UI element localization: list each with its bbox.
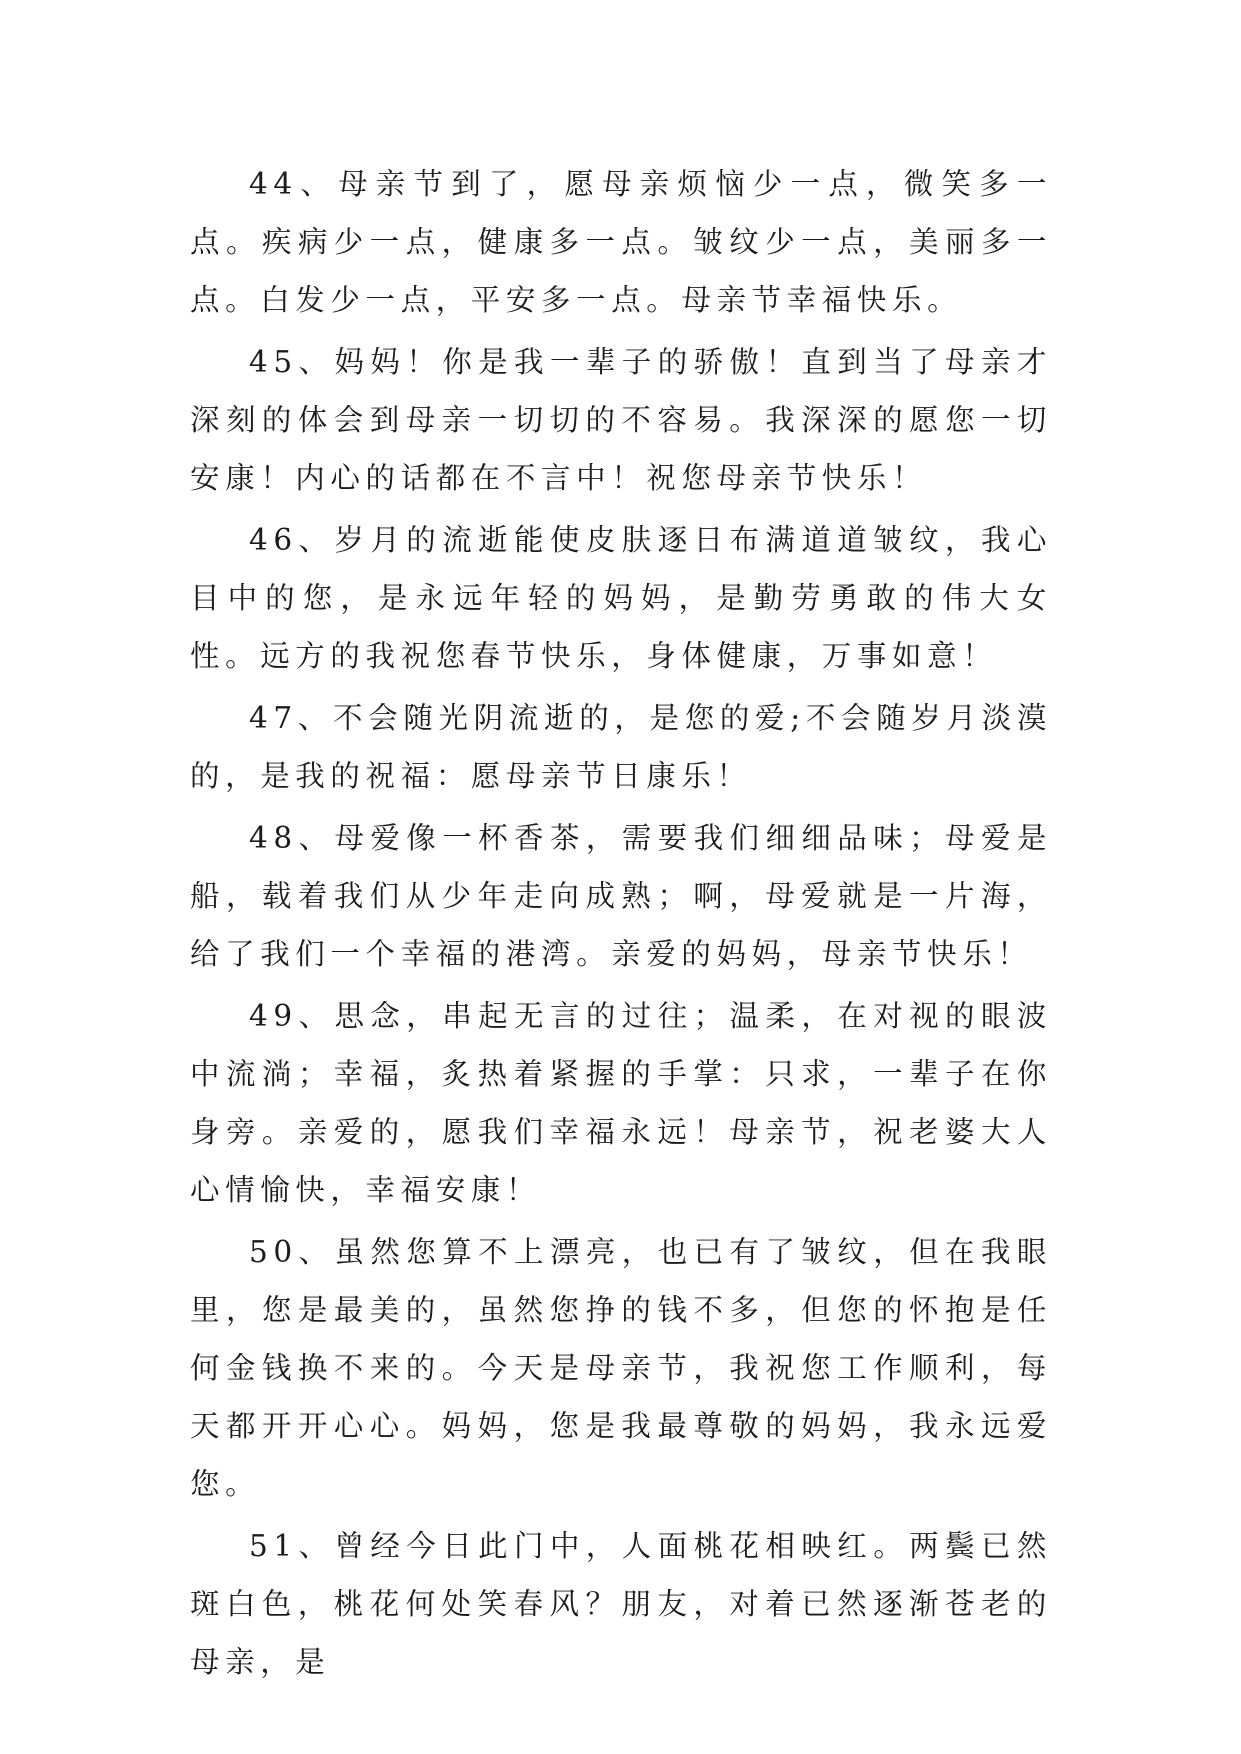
paragraph-47: 47、不会随光阴流逝的，是您的爱;不会随岁月淡漠的，是我的祝福：愿母亲节日康乐！ xyxy=(190,701,1052,793)
paragraph-49: 49、思念，串起无言的过往；温柔，在对视的眼波中流淌；幸福，炙热着紧握的手掌：只求，一辈子在你身旁。亲爱的，愿我们幸福永远！母亲节，祝老婆大人心情愉快，幸福安康！ xyxy=(190,999,1052,1207)
paragraph-51: 51、曾经今日此门中，人面桃花相映红。两鬓已然斑白色，桃花何处笑春风？朋友，对着已然逐渐苍老的母亲，是 xyxy=(190,1529,1052,1679)
document-body xyxy=(190,155,1052,1695)
paragraph-50: 50、虽然您算不上漂亮，也已有了皱纹，但在我眼里，您是最美的，虽然您挣的钱不多，但您的怀抱是任何金钱换不来的。今天是母亲节，我祝您工作顺利，每天都开开心心。妈妈，您是我最尊敬的妈妈，我永远爱您。 xyxy=(190,1235,1052,1501)
paragraph-48: 48、母爱像一杯香茶，需要我们细细品味；母爱是船，载着我们从少年走向成熟；啊，母爱就是一片海，给了我们一个幸福的港湾。亲爱的妈妈，母亲节快乐！ xyxy=(190,821,1052,971)
paragraph-46: 46、岁月的流逝能使皮肤逐日布满道道皱纹，我心目中的您，是永远年轻的妈妈，是勤劳勇敢的伟大女性。远方的我祝您春节快乐，身体健康，万事如意！ xyxy=(190,523,1052,673)
paragraph-44: 44、母亲节到了，愿母亲烦恼少一点，微笑多一点。疾病少一点，健康多一点。皱纹少一点，美丽多一点。白发少一点，平安多一点。母亲节幸福快乐。 xyxy=(190,167,1052,317)
paragraph-45: 45、妈妈！你是我一辈子的骄傲！直到当了母亲才深刻的体会到母亲一切切的不容易。我深深的愿您一切安康！内心的话都在不言中！祝您母亲节快乐！ xyxy=(190,345,1052,495)
